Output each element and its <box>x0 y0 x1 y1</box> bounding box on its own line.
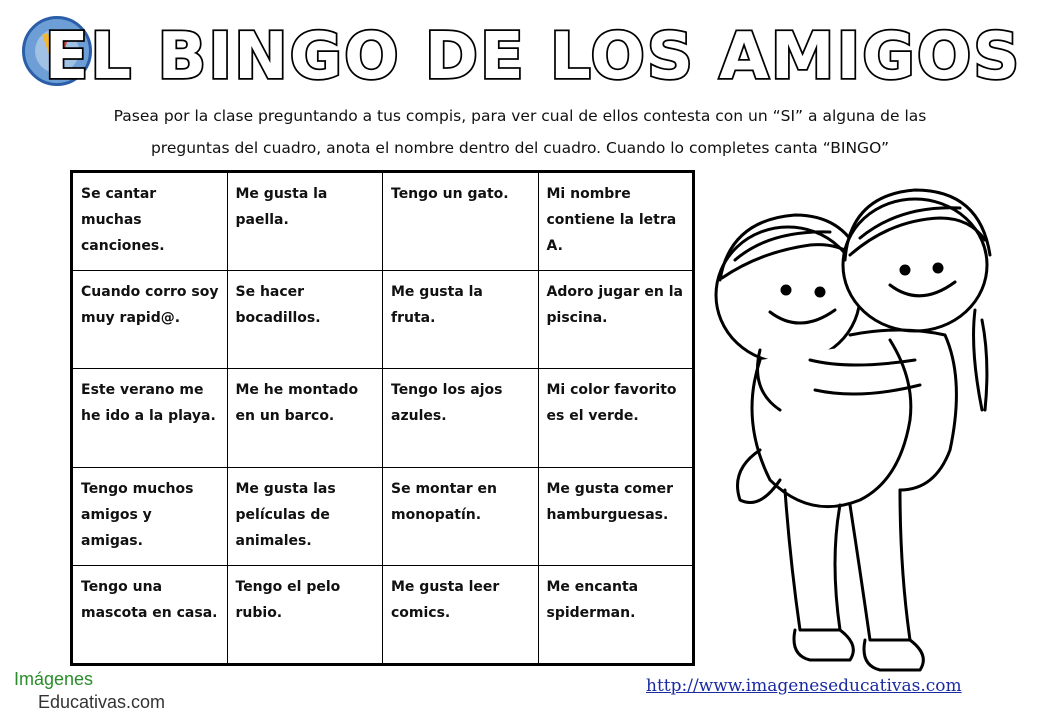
grid-row <box>72 270 694 369</box>
svg-text:EL BINGO DE LOS AMIGOS: EL BINGO DE LOS AMIGOS <box>44 20 1022 94</box>
instructions-text <box>40 100 1000 164</box>
grid-row <box>72 369 694 468</box>
bingo-cell[interactable]: Me gusta leer comics. <box>383 566 539 665</box>
bingo-cell[interactable]: Se cantar muchas canciones. <box>72 172 228 271</box>
footer-logo-line-1: Imágenes <box>14 669 94 689</box>
bingo-cell[interactable]: Tengo el pelo rubio. <box>227 566 383 665</box>
bingo-cell[interactable]: Tengo una mascota en casa. <box>72 566 228 665</box>
bingo-grid <box>70 170 695 666</box>
bingo-cell[interactable]: Mi color favorito es el verde. <box>538 369 694 468</box>
bingo-cell[interactable]: Me he montado en un barco. <box>227 369 383 468</box>
bingo-cell[interactable]: Me gusta las películas de animales. <box>227 467 383 566</box>
grid-row <box>72 467 694 566</box>
bingo-cell[interactable]: Adoro jugar en la piscina. <box>538 270 694 369</box>
grid-row <box>72 172 694 271</box>
footer-website-link[interactable]: http://www.imageneseducativas.com <box>646 676 962 696</box>
bingo-cell[interactable]: Se montar en monopatín. <box>383 467 539 566</box>
bingo-cell[interactable]: Se hacer bocadillos. <box>227 270 383 369</box>
page-title <box>44 2 1022 94</box>
grid-row <box>72 566 694 665</box>
bingo-cell[interactable]: Tengo un gato. <box>383 172 539 271</box>
bingo-cell[interactable]: Este verano me he ido a la playa. <box>72 369 228 468</box>
bingo-cell[interactable]: Tengo muchos amigos y amigas. <box>72 467 228 566</box>
footer-logo-line-2: Educativas.com <box>38 692 166 712</box>
bingo-cell[interactable]: Cuando corro soy muy rapid@. <box>72 270 228 369</box>
bingo-cell[interactable]: Me encanta spiderman. <box>538 566 694 665</box>
bingo-cell[interactable]: Mi nombre contiene la letra A. <box>538 172 694 271</box>
instructions-line-2: preguntas del cuadro, anota el nombre dentro del cuadro. Cuando lo completes canta “BINGO” <box>150 139 890 157</box>
kids-hugging-illustration <box>700 160 1010 675</box>
footer-brand-logo <box>14 668 214 718</box>
bingo-cell[interactable]: Tengo los ajos azules. <box>383 369 539 468</box>
instructions-line-1: Pasea por la clase preguntando a tus compis, para ver cual de ellos contesta con un “SI” a alguna de las <box>113 107 927 125</box>
bingo-cell[interactable]: Me gusta comer hamburguesas. <box>538 467 694 566</box>
bingo-cell[interactable]: Me gusta la fruta. <box>383 270 539 369</box>
bingo-cell[interactable]: Me gusta la paella. <box>227 172 383 271</box>
